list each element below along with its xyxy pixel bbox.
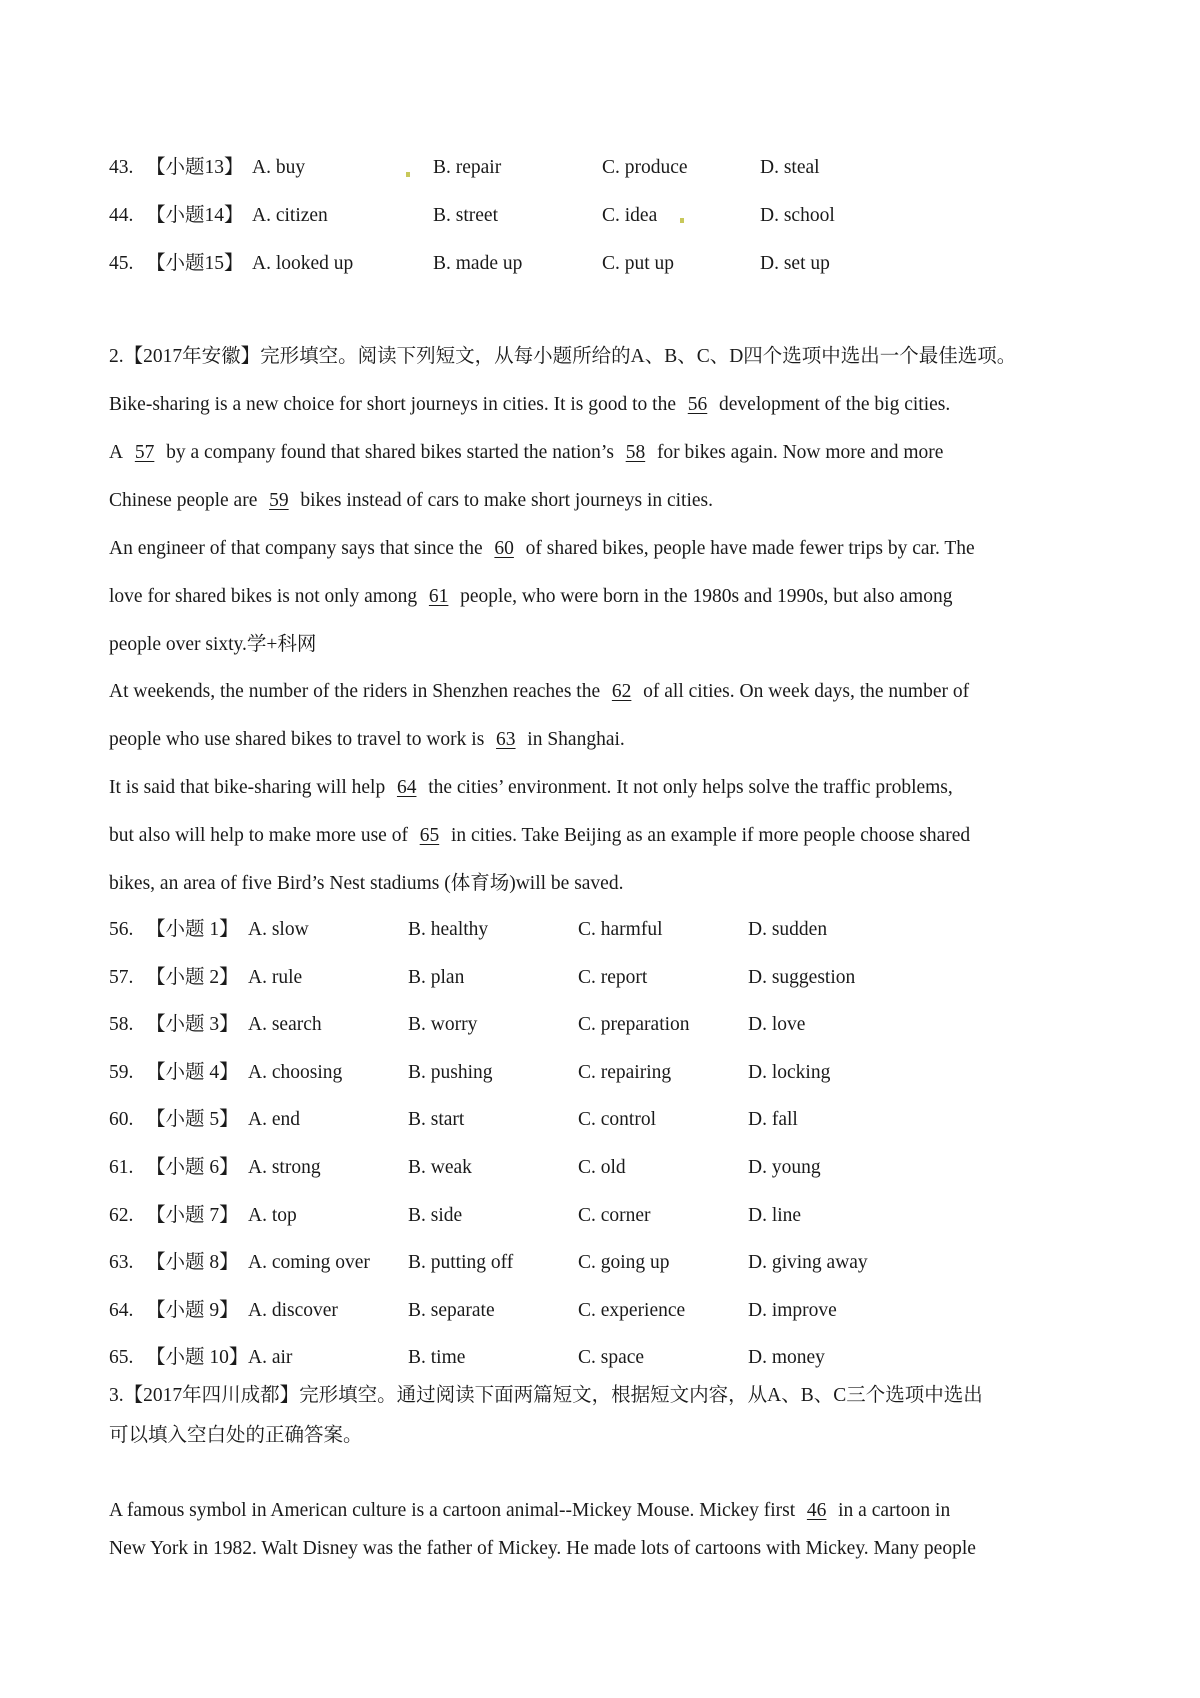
passage-line: A 57 by a company found that shared bikes started the nation’s 58 for bikes again. Now more and more bbox=[109, 442, 944, 463]
question-option-b: B. made up bbox=[433, 253, 523, 274]
question-number: 61. bbox=[109, 1157, 134, 1178]
question-option-b: B. time bbox=[408, 1347, 466, 1369]
question-option-d: D. young bbox=[748, 1157, 821, 1178]
question-number: 56. bbox=[109, 919, 134, 940]
question-option-b: B. healthy bbox=[408, 919, 489, 940]
question-option-d: D. set up bbox=[760, 253, 830, 274]
passage-line: An engineer of that company says that since the 60 of shared bikes, people have made fewer trips by car. The bbox=[109, 538, 975, 559]
question-option-c: C. old bbox=[578, 1157, 626, 1178]
question-number: 60. bbox=[109, 1109, 134, 1131]
question-option-d: D. school bbox=[760, 205, 835, 226]
section-3-heading: 3.【2017年四川成都】完形填空。通过阅读下面两篇短文，根据短文内容，从A、B、C三个选项中选出 bbox=[109, 1385, 983, 1406]
question-option-d: D. sudden bbox=[748, 919, 828, 940]
question-option-d: D. suggestion bbox=[748, 966, 856, 988]
question-number: 64. bbox=[109, 1299, 134, 1321]
passage-line: but also will help to make more use of 65 in cities. Take Beijing as an example if more people choose shared bbox=[109, 825, 971, 846]
question-option-b: B. weak bbox=[408, 1157, 472, 1178]
question-option-a: A. end bbox=[248, 1109, 300, 1131]
question-tag: 【小题14】 bbox=[146, 205, 244, 226]
question-option-c: C. corner bbox=[578, 1204, 651, 1226]
question-option-c: C. harmful bbox=[578, 919, 663, 940]
question-option-a: A. search bbox=[248, 1014, 322, 1036]
question-number: 43. bbox=[109, 157, 134, 178]
question-option-b: B. plan bbox=[408, 966, 465, 988]
question-tag: 【小题 3】 bbox=[146, 1014, 239, 1036]
passage-line: love for shared bikes is not only among 61 people, who were born in the 1980s and 1990s, but also among bbox=[109, 586, 953, 607]
scan-speck bbox=[406, 172, 410, 177]
question-option-d: D. improve bbox=[748, 1299, 837, 1321]
question-tag: 【小题 5】 bbox=[146, 1109, 239, 1131]
question-option-a: A. top bbox=[248, 1204, 297, 1226]
blank-46: 46 bbox=[806, 1500, 827, 1521]
section-2-heading: 2.【2017年安徽】完形填空。阅读下列短文，从每小题所给的A、B、C、D四个选项中选出一个最佳选项。 bbox=[109, 346, 1017, 367]
question-number: 62. bbox=[109, 1204, 134, 1226]
question-option-c: C. repairing bbox=[578, 1061, 672, 1083]
blank-64: 64 bbox=[396, 777, 417, 798]
passage-line: New York in 1982. Walt Disney was the father of Mickey. He made lots of cartoons with Mickey. Many people bbox=[109, 1538, 976, 1559]
question-option-c: C. control bbox=[578, 1109, 656, 1131]
passage-line: bikes, an area of five Bird’s Nest stadiums (体育场)will be saved. bbox=[109, 873, 624, 894]
question-number: 58. bbox=[109, 1014, 134, 1036]
question-tag: 【小题 4】 bbox=[146, 1061, 239, 1083]
blank-58: 58 bbox=[625, 442, 646, 463]
blank-61: 61 bbox=[428, 586, 449, 607]
passage-line: At weekends, the number of the riders in Shenzhen reaches the 62 of all cities. On week days, the number of bbox=[109, 681, 970, 702]
question-option-a: A. coming over bbox=[248, 1252, 370, 1274]
blank-60: 60 bbox=[494, 538, 514, 559]
passage-line: people over sixty.学+科网 bbox=[109, 634, 317, 655]
question-option-c: C. space bbox=[578, 1347, 645, 1369]
passage-line: people who use shared bikes to travel to work is 63 in Shanghai. bbox=[109, 729, 625, 750]
question-option-d: D. steal bbox=[760, 157, 820, 178]
passage-line: Bike-sharing is a new choice for short journeys in cities. It is good to the 56 development of the big cities. bbox=[109, 394, 951, 415]
question-number: 63. bbox=[109, 1252, 134, 1274]
question-number: 65. bbox=[109, 1347, 134, 1369]
question-option-a: A. slow bbox=[248, 919, 309, 940]
question-option-a: A. looked up bbox=[252, 253, 354, 274]
question-tag: 【小题 10】 bbox=[146, 1347, 249, 1369]
question-option-c: C. preparation bbox=[578, 1014, 690, 1036]
question-number: 59. bbox=[109, 1061, 134, 1083]
question-tag: 【小题15】 bbox=[146, 253, 244, 274]
question-option-a: A. choosing bbox=[248, 1061, 343, 1083]
question-option-b: B. repair bbox=[433, 157, 502, 178]
section-3-heading-cont: 可以填入空白处的正确答案。 bbox=[109, 1425, 363, 1446]
question-option-c: C. experience bbox=[578, 1299, 686, 1321]
blank-65: 65 bbox=[419, 825, 440, 846]
question-option-d: D. giving away bbox=[748, 1252, 868, 1274]
question-option-c: C. idea bbox=[602, 205, 658, 226]
question-option-c: C. put up bbox=[602, 253, 675, 274]
passage-line: It is said that bike-sharing will help 64 the cities’ environment. It not only helps solve the traffic problems, bbox=[109, 777, 953, 798]
blank-57: 57 bbox=[134, 442, 155, 463]
question-option-d: D. fall bbox=[748, 1109, 798, 1131]
question-option-a: A. air bbox=[248, 1347, 293, 1369]
question-option-d: D. love bbox=[748, 1014, 806, 1036]
question-option-c: C. going up bbox=[578, 1252, 670, 1274]
question-option-b: B. side bbox=[408, 1204, 463, 1226]
question-option-d: D. locking bbox=[748, 1061, 831, 1083]
question-tag: 【小题 8】 bbox=[146, 1252, 239, 1274]
passage-line: Chinese people are 59 bikes instead of cars to make short journeys in cities. bbox=[109, 490, 714, 511]
question-option-b: B. separate bbox=[408, 1299, 495, 1321]
question-option-b: B. start bbox=[408, 1109, 465, 1131]
question-option-a: A. rule bbox=[248, 966, 303, 988]
question-option-a: A. discover bbox=[248, 1299, 338, 1321]
blank-56: 56 bbox=[687, 394, 708, 415]
question-option-a: A. strong bbox=[248, 1157, 321, 1178]
blank-63: 63 bbox=[496, 729, 516, 750]
question-option-b: B. pushing bbox=[408, 1061, 493, 1083]
question-tag: 【小题 1】 bbox=[146, 919, 239, 940]
question-tag: 【小题 6】 bbox=[146, 1157, 239, 1178]
question-tag: 【小题 7】 bbox=[146, 1204, 239, 1226]
question-tag: 【小题 2】 bbox=[146, 966, 239, 988]
scan-speck bbox=[680, 218, 684, 223]
question-option-d: D. line bbox=[748, 1204, 802, 1226]
passage-line: A famous symbol in American culture is a cartoon animal--Mickey Mouse. Mickey first 46 in a cartoon in bbox=[109, 1500, 951, 1521]
question-option-a: A. citizen bbox=[252, 205, 328, 226]
blank-62: 62 bbox=[611, 681, 632, 702]
question-number: 45. bbox=[109, 253, 134, 274]
question-option-b: B. worry bbox=[408, 1014, 478, 1036]
question-option-c: C. produce bbox=[602, 157, 688, 178]
question-option-b: B. putting off bbox=[408, 1252, 514, 1274]
question-number: 57. bbox=[109, 966, 134, 988]
blank-59: 59 bbox=[269, 490, 289, 511]
question-option-c: C. report bbox=[578, 966, 648, 988]
question-tag: 【小题13】 bbox=[146, 157, 244, 178]
question-option-b: B. street bbox=[433, 205, 498, 226]
question-option-a: A. buy bbox=[252, 157, 306, 178]
question-number: 44. bbox=[109, 205, 134, 226]
question-option-d: D. money bbox=[748, 1347, 825, 1369]
question-tag: 【小题 9】 bbox=[146, 1299, 239, 1321]
